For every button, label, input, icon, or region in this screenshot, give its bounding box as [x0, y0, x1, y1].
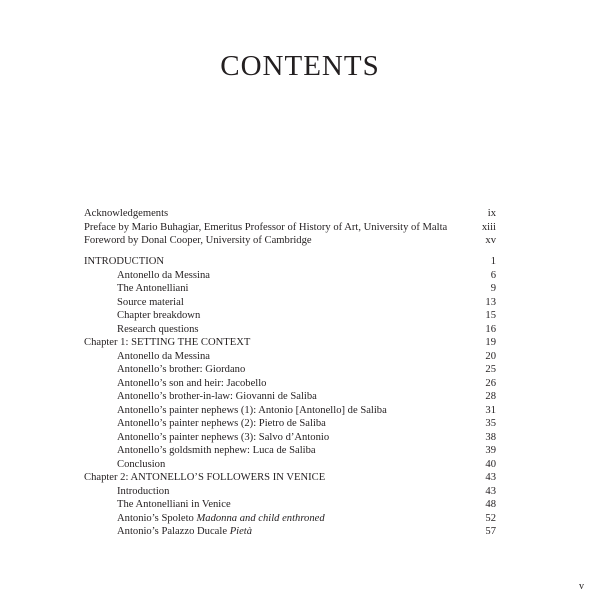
toc-entry-title-plain: Antonio’s Palazzo Ducale	[117, 526, 230, 537]
toc-subentry	[84, 512, 496, 526]
toc-entry-title: INTRODUCTION	[84, 256, 165, 267]
toc-entry	[84, 221, 496, 235]
toc-entry-title-italic: Madonna and child enthroned	[196, 512, 325, 524]
toc-subentry	[84, 458, 496, 472]
toc-entry-page: 57	[485, 526, 496, 537]
front-matter-list	[84, 207, 496, 248]
toc-entry-page: 52	[485, 512, 496, 524]
toc-entry-title: Antonello’s painter nephews (1): Antonio [Antonello] de Saliba	[117, 404, 387, 416]
toc-subentry	[84, 309, 496, 323]
toc-subentry	[84, 417, 496, 431]
toc-entry-page: ix	[487, 208, 496, 219]
toc-entry-title: Antonello’s son and heir: Jacobello	[117, 377, 267, 389]
toc-subentry	[84, 350, 496, 364]
toc-entry-page: 19	[485, 337, 496, 348]
toc-entry-title: Antonello’s goldsmith nephew: Luca de Saliba	[117, 445, 316, 456]
toc-entry-title: The Antonelliani in Venice	[117, 499, 231, 510]
toc-entry-page: 43	[485, 485, 496, 497]
toc-entry-title	[84, 512, 325, 526]
toc-section-heading	[84, 255, 496, 269]
toc-entry-page: xv	[485, 235, 496, 246]
chapter-list	[84, 255, 496, 539]
toc-entry-title: Antonello’s brother: Giordano	[117, 364, 246, 375]
toc-entry-title: Research questions	[117, 323, 199, 335]
toc-entry-page: 1	[490, 256, 496, 267]
toc-entry-title: Chapter 2: ANTONELLO’S FOLLOWERS IN VENICE	[84, 472, 326, 483]
toc-subentry	[84, 404, 496, 418]
toc-subentry	[84, 444, 496, 458]
toc-entry-title	[84, 525, 252, 539]
toc-entry-page: 16	[485, 323, 496, 335]
toc-subentry	[84, 282, 496, 296]
toc-entry-title: Antonello’s brother-in-law: Giovanni de Saliba	[117, 391, 317, 402]
toc-entry-page: 25	[485, 364, 496, 375]
toc-entry-title: Antonello da Messina	[117, 350, 210, 362]
toc-subentry	[84, 269, 496, 283]
toc-entry-title: Chapter 1: SETTING THE CONTEXT	[84, 337, 251, 348]
toc-entry-page: 31	[485, 404, 496, 416]
toc-entry-title: The Antonelliani	[117, 283, 189, 294]
toc-entry-page: 40	[485, 458, 496, 470]
toc-entry-title: Source material	[117, 296, 184, 308]
toc-entry-title: Antonello’s painter nephews (3): Salvo d’Antonio	[117, 431, 330, 443]
toc-subentry	[84, 498, 496, 512]
toc-entry-title: Preface by Mario Buhagiar, Emeritus Professor of History of Art, University of Malta	[84, 221, 448, 233]
toc-entry-page: 48	[485, 499, 496, 510]
toc-entry-page: 20	[485, 350, 496, 362]
page-title: CONTENTS	[220, 50, 380, 82]
toc-entry-page: 28	[485, 391, 496, 402]
toc-entry	[84, 234, 496, 248]
toc-entry	[84, 207, 496, 221]
toc-subentry	[84, 296, 496, 310]
toc-subentry	[84, 377, 496, 391]
toc-entry-title: Acknowledgements	[84, 208, 169, 219]
toc-subentry	[84, 390, 496, 404]
toc-entry-page: 13	[485, 296, 496, 308]
toc-entry-page: 9	[490, 283, 496, 294]
toc-subentry	[84, 431, 496, 445]
toc-section-heading	[84, 471, 496, 485]
toc-entry-title: Introduction	[117, 485, 170, 497]
toc-subentry	[84, 485, 496, 499]
toc-entry-page: 43	[485, 472, 496, 483]
toc-entry-title-plain: Antonio’s Spoleto	[117, 512, 197, 524]
toc-subentry	[84, 525, 496, 539]
page-number: v	[579, 581, 584, 592]
toc-entry-title: Chapter breakdown	[117, 310, 201, 321]
toc-entry-page: 35	[485, 418, 496, 429]
toc-subentry	[84, 363, 496, 377]
toc-entry-title: Antonello’s painter nephews (2): Pietro de Saliba	[117, 418, 326, 429]
toc-entry-title: Foreword by Donal Cooper, University of Cambridge	[84, 235, 312, 246]
toc-subentry	[84, 323, 496, 337]
toc-entry-title: Antonello da Messina	[117, 269, 210, 281]
toc-section-heading	[84, 336, 496, 350]
toc-entry-page: 6	[490, 269, 496, 281]
toc-entry-page: 39	[485, 445, 496, 456]
toc-entry-page: 15	[485, 310, 496, 321]
toc-entry-page: 38	[485, 431, 496, 443]
toc-entry-page: 26	[485, 377, 496, 389]
toc-entry-title: Conclusion	[117, 458, 166, 470]
toc-entry-page: xiii	[481, 221, 496, 233]
toc-entry-title-italic: Pietà	[229, 526, 253, 537]
